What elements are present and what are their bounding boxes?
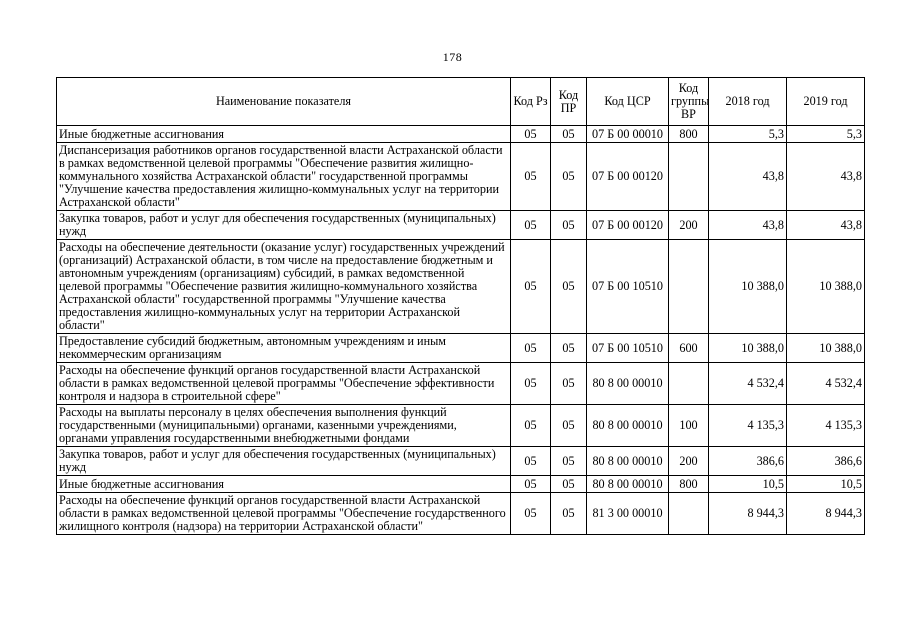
- row-2018: 43,8: [709, 143, 787, 211]
- row-csr: 81 3 00 00010: [587, 493, 669, 535]
- row-2018: 43,8: [709, 211, 787, 240]
- row-pr: 05: [551, 476, 587, 493]
- row-name: Расходы на выплаты персоналу в целях обеспечения выполнения функций государственными (муниципальными) органами, казенными учреждениями, органами управления государственными внебюджетными фондами: [57, 405, 511, 447]
- table-row: [57, 363, 865, 405]
- row-rz: 05: [511, 334, 551, 363]
- row-pr: 05: [551, 143, 587, 211]
- table-row: [57, 493, 865, 535]
- row-2018: 10 388,0: [709, 240, 787, 334]
- table-row: [57, 126, 865, 143]
- row-pr: 05: [551, 126, 587, 143]
- row-csr: 07 Б 00 00120: [587, 211, 669, 240]
- table-row: [57, 143, 865, 211]
- header-name: Наименование показателя: [57, 78, 511, 126]
- row-pr: 05: [551, 334, 587, 363]
- table-header-row: [57, 78, 865, 126]
- row-2018: 10 388,0: [709, 334, 787, 363]
- row-csr: 07 Б 00 00010: [587, 126, 669, 143]
- row-csr: 07 Б 00 10510: [587, 240, 669, 334]
- row-rz: 05: [511, 476, 551, 493]
- row-2018: 4 135,3: [709, 405, 787, 447]
- table-row: [57, 447, 865, 476]
- row-vr: 800: [669, 126, 709, 143]
- row-name: Иные бюджетные ассигнования: [57, 476, 511, 493]
- row-vr: [669, 493, 709, 535]
- row-2019: 10 388,0: [787, 240, 865, 334]
- row-vr: 600: [669, 334, 709, 363]
- header-2019: 2019 год: [787, 78, 865, 126]
- row-vr: 100: [669, 405, 709, 447]
- row-2018: 8 944,3: [709, 493, 787, 535]
- row-vr: [669, 143, 709, 211]
- row-2019: 43,8: [787, 143, 865, 211]
- row-vr: [669, 363, 709, 405]
- header-pr: Код ПР: [551, 78, 587, 126]
- row-2019: 386,6: [787, 447, 865, 476]
- row-rz: 05: [511, 363, 551, 405]
- row-2019: 10,5: [787, 476, 865, 493]
- row-name: Закупка товаров, работ и услуг для обеспечения государственных (муниципальных) нужд: [57, 447, 511, 476]
- row-2018: 386,6: [709, 447, 787, 476]
- row-rz: 05: [511, 211, 551, 240]
- row-csr: 80 8 00 00010: [587, 405, 669, 447]
- row-pr: 05: [551, 363, 587, 405]
- budget-table: [56, 77, 865, 535]
- header-rz: Код Рз: [511, 78, 551, 126]
- row-rz: 05: [511, 405, 551, 447]
- row-2019: 4 532,4: [787, 363, 865, 405]
- row-name: Закупка товаров, работ и услуг для обеспечения государственных (муниципальных) нужд: [57, 211, 511, 240]
- row-rz: 05: [511, 126, 551, 143]
- row-rz: 05: [511, 493, 551, 535]
- table-row: [57, 476, 865, 493]
- row-pr: 05: [551, 447, 587, 476]
- row-vr: 800: [669, 476, 709, 493]
- page-number: 178: [442, 50, 463, 64]
- table-row: [57, 211, 865, 240]
- row-csr: 80 8 00 00010: [587, 363, 669, 405]
- row-2019: 10 388,0: [787, 334, 865, 363]
- row-rz: 05: [511, 447, 551, 476]
- row-2019: 43,8: [787, 211, 865, 240]
- table-row: [57, 240, 865, 334]
- row-csr: 07 Б 00 10510: [587, 334, 669, 363]
- row-pr: 05: [551, 211, 587, 240]
- row-2019: 4 135,3: [787, 405, 865, 447]
- row-name: Расходы на обеспечение функций органов государственной власти Астраханской области в рамках ведомственной целевой программы "Обеспечение эффективности контроля и надзора в строительной сфере": [57, 363, 511, 405]
- row-rz: 05: [511, 143, 551, 211]
- header-2018: 2018 год: [709, 78, 787, 126]
- row-vr: 200: [669, 447, 709, 476]
- row-name: Предоставление субсидий бюджетным, автономным учреждениям и иным некоммерческим организациям: [57, 334, 511, 363]
- row-vr: 200: [669, 211, 709, 240]
- row-csr: 80 8 00 00010: [587, 476, 669, 493]
- row-csr: 80 8 00 00010: [587, 447, 669, 476]
- table-row: [57, 405, 865, 447]
- row-2018: 10,5: [709, 476, 787, 493]
- row-vr: [669, 240, 709, 334]
- header-csr: Код ЦСР: [587, 78, 669, 126]
- row-2019: 8 944,3: [787, 493, 865, 535]
- row-name: Расходы на обеспечение функций органов государственной власти Астраханской области в рамках ведомственной целевой программы "Обеспечение государственного жилищного контроля (надзора) на территории Астраханской области": [57, 493, 511, 535]
- row-2018: 5,3: [709, 126, 787, 143]
- row-pr: 05: [551, 405, 587, 447]
- table-row: [57, 334, 865, 363]
- row-pr: 05: [551, 240, 587, 334]
- row-csr: 07 Б 00 00120: [587, 143, 669, 211]
- row-rz: 05: [511, 240, 551, 334]
- row-2018: 4 532,4: [709, 363, 787, 405]
- row-name: Диспансеризация работников органов государственной власти Астраханской области в рамках ведомственной целевой программы "Обеспечение развития жилищно-коммунального хозяйства Астраханской области" государственной программы "Улучшение качества предоставления жилищно-коммунальных услуг на территории Астраханской области": [57, 143, 511, 211]
- header-vr: Код группы ВР: [669, 78, 709, 126]
- row-2019: 5,3: [787, 126, 865, 143]
- row-name: Расходы на обеспечение деятельности (оказание услуг) государственных учреждений (организаций) Астраханской области, в том числе на предоставление бюджетным и автономным учреждениям (организациям) субсидий, в рамках ведомственной целевой программы "Обеспечение развития жилищно-коммунального хозяйства Астраханской области" государственной программы "Улучшение качества предоставления жилищно-коммунальных услуг на территории Астраханской области": [57, 240, 511, 334]
- row-name: Иные бюджетные ассигнования: [57, 126, 511, 143]
- row-pr: 05: [551, 493, 587, 535]
